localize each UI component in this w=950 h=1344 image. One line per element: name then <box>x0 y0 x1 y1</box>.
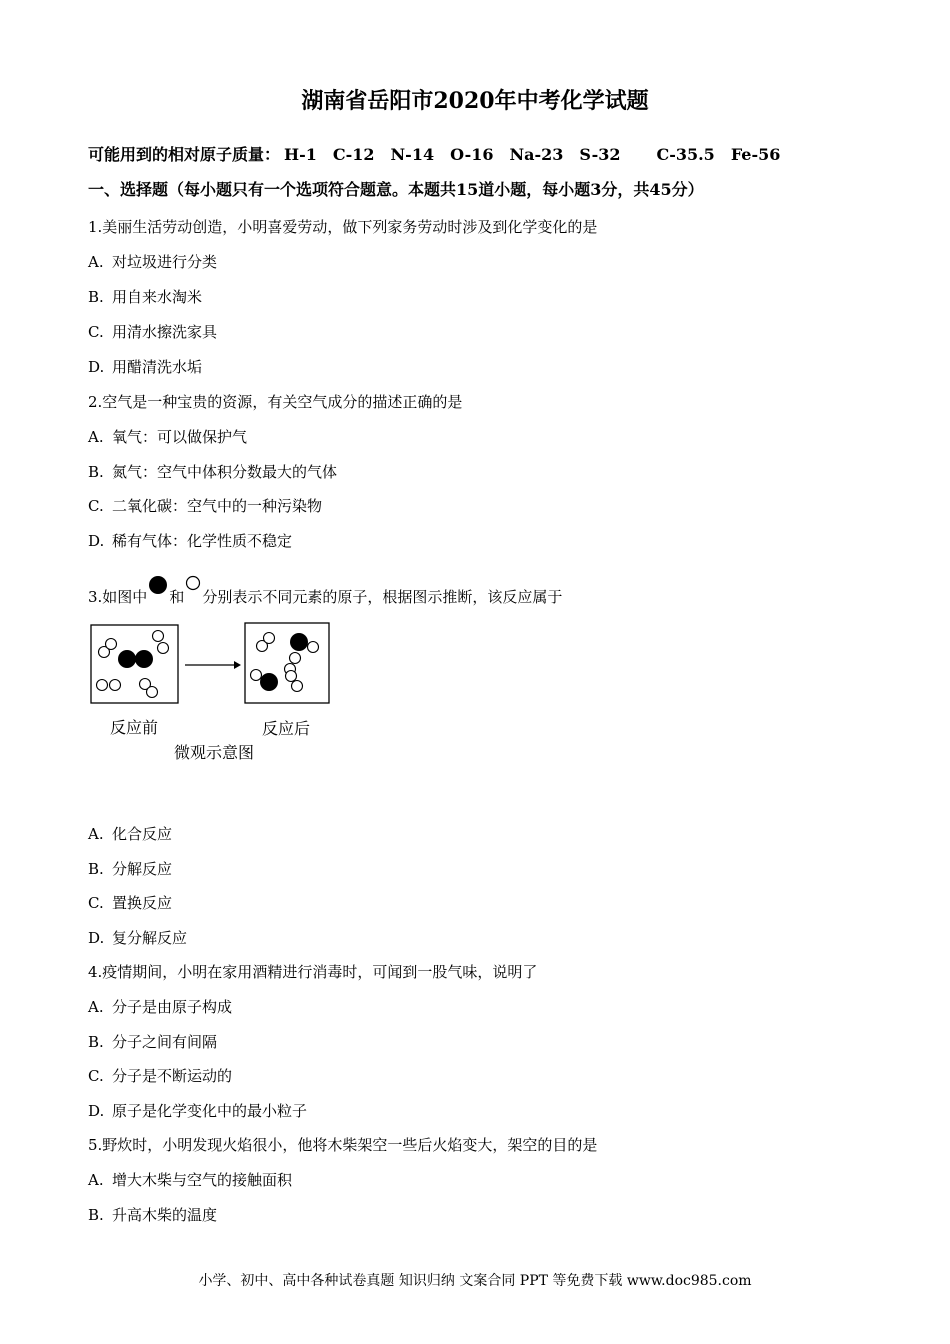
option-text: 化合反应 <box>112 825 173 843</box>
option-item <box>88 286 202 307</box>
option-label: C. <box>88 497 104 515</box>
after-label: 反应后 <box>261 719 311 738</box>
option-text: 升高木柴的温度 <box>112 1206 218 1224</box>
option-item <box>88 251 217 272</box>
option-label: D. <box>88 358 105 376</box>
option-text: 对垃圾进行分类 <box>112 253 218 271</box>
option-item <box>88 321 217 342</box>
atomic-mass-item: Fe-56 <box>730 145 781 164</box>
section-heading: 一、选择题（每小题只有一个选项符合题意。本题共15道小题，每小题3分，共45分） <box>88 180 704 199</box>
question-stem-part: 3.如图中 <box>88 588 148 606</box>
page-title: 湖南省岳阳市2020年中考化学试题 <box>301 88 649 114</box>
option-item <box>88 823 172 844</box>
option-text: 氮气：空气中体积分数最大的气体 <box>112 463 338 481</box>
option-text: 置换反应 <box>112 894 173 912</box>
option-item <box>88 530 292 551</box>
atomic-mass-item: O-16 <box>450 145 494 164</box>
question-stem: 1.美丽生活劳动创造，小明喜爱劳动，做下列家务劳动时涉及到化学变化的是 <box>88 218 598 236</box>
atomic-mass-item: C-12 <box>332 145 375 164</box>
option-label: B. <box>88 288 104 306</box>
question-stem: 2.空气是一种宝贵的资源，有关空气成分的描述正确的是 <box>88 393 463 411</box>
option-text: 分子是不断运动的 <box>112 1067 233 1085</box>
option-item <box>88 356 202 377</box>
option-text: 分子之间有间隔 <box>112 1033 218 1051</box>
white-atom-icon <box>184 574 202 592</box>
option-label: A. <box>88 1171 104 1189</box>
option-label: D. <box>88 1102 105 1120</box>
option-item <box>88 1169 292 1190</box>
atomic-masses-line <box>88 142 796 165</box>
before-box <box>91 625 178 703</box>
question-stem <box>88 574 562 607</box>
option-text: 增大木柴与空气的接触面积 <box>112 1171 293 1189</box>
option-text: 原子是化学变化中的最小粒子 <box>112 1102 308 1120</box>
option-item <box>88 1204 217 1225</box>
option-label: B. <box>88 860 104 878</box>
option-item <box>88 1065 232 1086</box>
question-stem: 4.疫情期间，小明在家用酒精进行消毒时，可闻到一股气味，说明了 <box>88 963 538 981</box>
before-black-molecule <box>118 650 153 668</box>
option-text: 氧气：可以做保护气 <box>112 428 248 446</box>
arrow-head <box>234 661 241 669</box>
option-text: 稀有气体：化学性质不稳定 <box>112 532 293 550</box>
option-label: D. <box>88 532 105 550</box>
reaction-diagram <box>88 618 388 772</box>
option-label: A. <box>88 998 104 1016</box>
option-item <box>88 495 322 516</box>
option-text: 二氧化碳：空气中的一种污染物 <box>112 497 323 515</box>
option-label: C. <box>88 894 104 912</box>
option-text: 用醋清洗水垢 <box>112 358 203 376</box>
option-item <box>88 426 247 447</box>
before-label: 反应前 <box>109 718 159 737</box>
question-stem: 5.野炊时，小明发现火焰很小，他将木柴架空一些后火焰变大，架空的目的是 <box>88 1136 598 1154</box>
option-label: B. <box>88 1206 104 1224</box>
atomic-masses-label: 可能用到的相对原子质量： <box>88 145 281 164</box>
atomic-mass-item: H-1 <box>284 145 317 164</box>
question-stem-part: 和 <box>169 588 185 606</box>
page-footer: 小学、初中、高中各种试卷真题 知识归纳 文案合同 PPT 等免费下载 www.doc985.com <box>198 1273 752 1289</box>
option-item <box>88 892 172 913</box>
option-text: 复分解反应 <box>112 929 188 947</box>
after-box <box>245 623 329 703</box>
black-atom-icon <box>147 574 169 596</box>
option-text: 用清水擦洗家具 <box>112 323 218 341</box>
option-label: B. <box>88 1033 104 1051</box>
option-label: C. <box>88 323 104 341</box>
atomic-mass-item: N-14 <box>390 145 435 164</box>
option-item <box>88 1100 307 1121</box>
atomic-mass-item: S-32 <box>579 145 621 164</box>
option-item <box>88 461 337 482</box>
option-label: D. <box>88 929 105 947</box>
diagram-caption: 微观示意图 <box>173 743 255 762</box>
option-label: A. <box>88 253 104 271</box>
option-label: A. <box>88 825 104 843</box>
atomic-mass-item: C-35.5 <box>656 145 715 164</box>
option-item <box>88 996 232 1017</box>
reaction-diagram-svg <box>88 618 388 768</box>
atomic-mass-item: Na-23 <box>509 145 564 164</box>
option-item <box>88 858 172 879</box>
option-label: B. <box>88 463 104 481</box>
option-item <box>88 927 187 948</box>
question-stem-part: 分别表示不同元素的原子，根据图示推断，该反应属于 <box>202 588 563 606</box>
option-text: 分子是由原子构成 <box>112 998 233 1016</box>
option-text: 用自来水淘米 <box>112 288 203 306</box>
option-item <box>88 1031 217 1052</box>
option-label: A. <box>88 428 104 446</box>
option-text: 分解反应 <box>112 860 173 878</box>
option-label: C. <box>88 1067 104 1085</box>
